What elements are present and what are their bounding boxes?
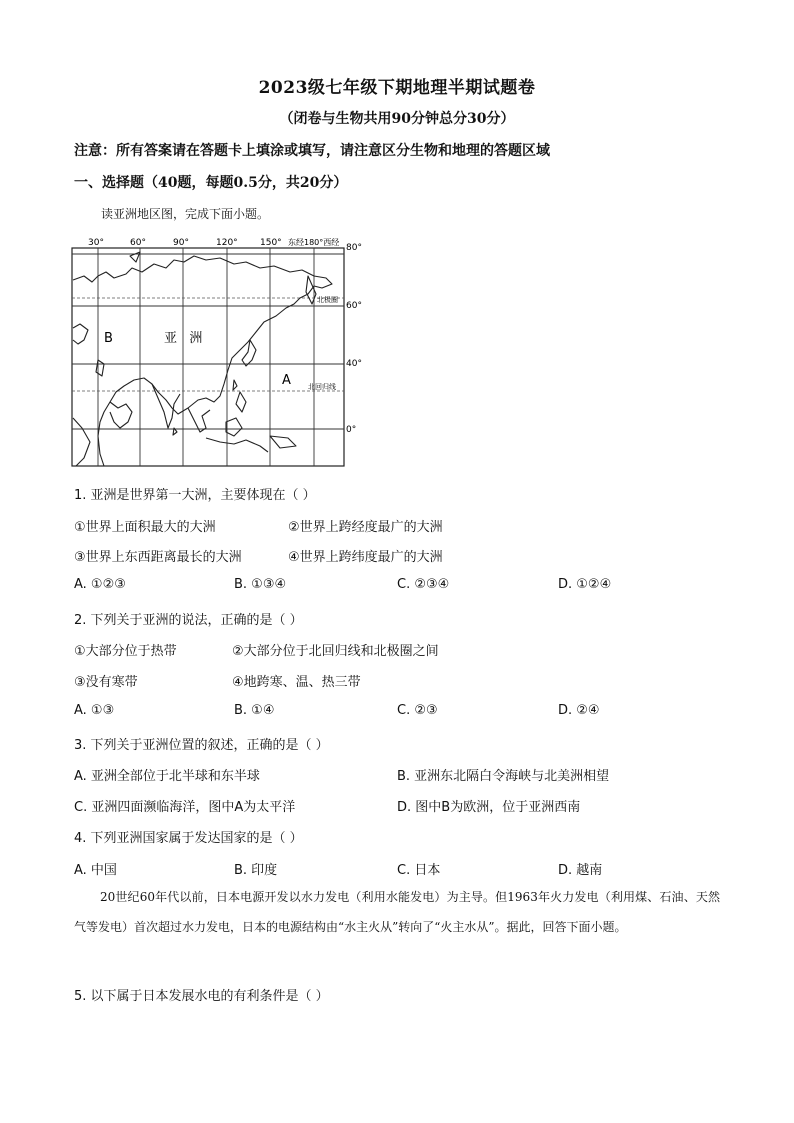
map-lon-label: 60° xyxy=(130,238,146,248)
map-lon-label: 90° xyxy=(173,238,189,248)
question-1-option-d: D. ①②④ xyxy=(558,577,612,592)
question-2-item: ③没有寒带 xyxy=(74,675,138,690)
question-3-option-c: C. 亚洲四面濒临海洋，图中A为太平洋 xyxy=(74,800,296,815)
coastline-north xyxy=(73,256,332,466)
map-lon-label: 30° xyxy=(88,238,104,248)
map-arctic-label: 北极圈 xyxy=(317,296,338,304)
map-lat-label: 60° xyxy=(346,301,362,311)
question-1-item: ①世界上面积最大的大洲 xyxy=(74,520,216,535)
exam-notice: 注意：所有答案请在答题卡上填涂或填写，请注意区分生物和地理的答题区域 xyxy=(74,143,550,159)
map-tropic-label: 北回归线 xyxy=(308,383,336,391)
question-4-option-d: D. 越南 xyxy=(558,863,603,878)
map-lon-label: 东经180°西经 xyxy=(288,238,340,247)
region-label-asia: 亚 洲 xyxy=(164,331,203,346)
question-2-item: ①大部分位于热带 xyxy=(74,644,177,659)
map-lat-label: 80° xyxy=(346,243,362,253)
question-3-option-b: B. 亚洲东北隔白令海峡与北美洲相望 xyxy=(397,769,610,784)
indonesia xyxy=(206,438,268,452)
question-2-item: ②大部分位于北回归线和北极圈之间 xyxy=(232,644,439,659)
philippines xyxy=(236,392,246,412)
question-1-item: ④世界上跨纬度最广的大洲 xyxy=(288,550,443,565)
question-2-stem: 2. 下列关于亚洲的说法，正确的是（ ） xyxy=(74,613,303,628)
exam-subtitle: （闭卷与生物共用90分钟总分30分） xyxy=(279,111,515,127)
asia-map xyxy=(70,232,370,472)
question-4-stem: 4. 下列亚洲国家属于发达国家的是（ ） xyxy=(74,831,303,846)
question-1-stem: 1. 亚洲是世界第一大洲，主要体现在（ ） xyxy=(74,488,316,503)
question-1-option-c: C. ②③④ xyxy=(397,577,450,592)
map-lon-label: 150° xyxy=(260,238,282,248)
japan xyxy=(242,340,256,366)
question-3-option-d: D. 图中B为欧洲，位于亚洲西南 xyxy=(397,800,581,815)
question-2-option-b: B. ①④ xyxy=(234,703,275,718)
question-2-option-d: D. ②④ xyxy=(558,703,600,718)
section-heading: 一、选择题（40题，每题0.5分，共20分） xyxy=(74,175,348,191)
map-lat-label: 0° xyxy=(346,425,357,435)
question-3-option-a: A. 亚洲全部位于北半球和东半球 xyxy=(74,769,260,784)
taiwan xyxy=(233,380,237,390)
question-2-option-c: C. ②③ xyxy=(397,703,438,718)
caspian xyxy=(96,360,104,376)
map-lat-label: 40° xyxy=(346,359,362,369)
map-intro: 读亚洲地区图，完成下面小题。 xyxy=(101,207,270,221)
question-1-item: ③世界上东西距离最长的大洲 xyxy=(74,550,242,565)
coastline-west xyxy=(73,324,88,344)
question-4-option-b: B. 印度 xyxy=(234,863,278,878)
coastline-arabia xyxy=(110,402,132,428)
exam-title: 2023级七年级下期地理半期试题卷 xyxy=(258,78,536,98)
question-2-item: ④地跨寒、温、热三带 xyxy=(232,675,361,690)
question-4-option-a: A. 中国 xyxy=(74,863,117,878)
coastline-india xyxy=(152,384,180,428)
novaya-zemlya xyxy=(130,252,140,262)
reading-passage: 20世纪60年代以前，日本电源开发以水力发电（利用水能发电）为主导。但1963年火力发电（利用煤、石油、天然气等发电）首次超过水力发电，日本的电源结构由“水主火从”转向了“火主水从”。据此，回答下面小题。 xyxy=(74,890,720,934)
question-1-option-b: B. ①③④ xyxy=(234,577,287,592)
question-3-stem: 3. 下列关于亚洲位置的叙述，正确的是（ ） xyxy=(74,738,329,753)
region-label-a: A xyxy=(282,373,291,388)
question-4-option-c: C. 日本 xyxy=(397,863,441,878)
coastline-seasia xyxy=(188,408,210,432)
new-guinea xyxy=(270,436,296,448)
question-1-option-a: A. ①②③ xyxy=(74,577,126,592)
region-label-b: B xyxy=(104,331,113,346)
map-lon-label: 120° xyxy=(216,238,238,248)
africa-horn xyxy=(73,418,90,466)
question-5-stem: 5. 以下属于日本发展水电的有利条件是（ ） xyxy=(74,989,329,1004)
question-2-option-a: A. ①③ xyxy=(74,703,115,718)
borneo xyxy=(226,418,242,436)
question-1-item: ②世界上跨经度最广的大洲 xyxy=(288,520,443,535)
